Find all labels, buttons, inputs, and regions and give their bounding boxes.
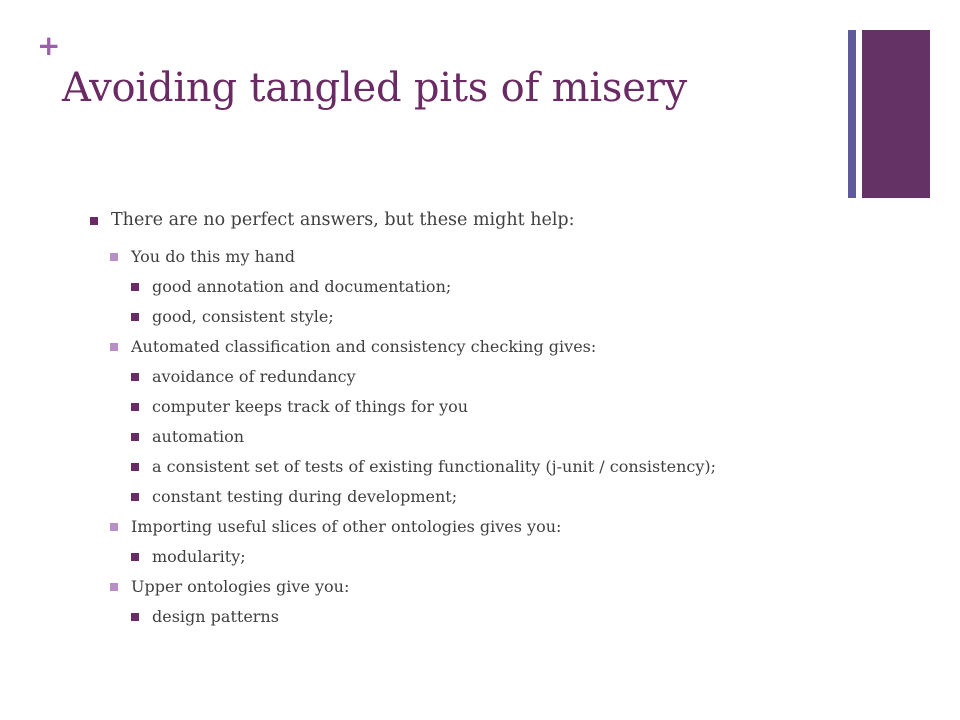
bullet-text: modularity; [152, 547, 246, 566]
square-bullet-icon [131, 463, 139, 471]
bullet-list [90, 208, 810, 636]
bullet-text: computer keeps track of things for you [152, 397, 469, 416]
bullet-item [131, 396, 810, 418]
bullet-item [131, 306, 810, 328]
bullet-item [90, 208, 810, 232]
square-bullet-icon [90, 217, 98, 225]
bullet-text: Importing useful slices of other ontologies gives you: [131, 517, 562, 536]
bullet-item [131, 486, 810, 508]
bullet-text: Upper ontologies give you: [131, 577, 350, 596]
bullet-item [131, 366, 810, 388]
square-bullet-icon [131, 613, 139, 621]
accent-bar-thick [862, 30, 930, 198]
square-bullet-icon [131, 373, 139, 381]
bullet-text: a consistent set of tests of existing functionality (j-unit / consistency); [152, 457, 716, 476]
bullet-text: good annotation and documentation; [152, 277, 452, 296]
bullet-text: avoidance of redundancy [152, 367, 356, 386]
bullet-text: design patterns [152, 607, 279, 626]
bullet-text: automation [152, 427, 245, 446]
square-bullet-icon [110, 523, 118, 531]
bullet-item [131, 276, 810, 298]
square-bullet-icon [131, 433, 139, 441]
square-bullet-icon [131, 313, 139, 321]
bullet-text: There are no perfect answers, but these might help: [111, 210, 575, 230]
bullet-item [110, 246, 810, 268]
bullet-item [131, 546, 810, 568]
bullet-item [131, 606, 810, 628]
bullet-text: Automated classification and consistency checking gives: [131, 337, 597, 356]
bullet-item [131, 456, 810, 478]
bullet-item [110, 336, 810, 358]
bullet-item [110, 516, 810, 538]
bullet-text: good, consistent style; [152, 307, 334, 326]
bullet-text: You do this my hand [131, 247, 295, 266]
square-bullet-icon [110, 253, 118, 261]
slide-title: Avoiding tangled pits of misery [62, 65, 688, 111]
square-bullet-icon [131, 283, 139, 291]
square-bullet-icon [131, 493, 139, 501]
slide-marker-plus: + [37, 29, 61, 62]
square-bullet-icon [131, 403, 139, 411]
square-bullet-icon [110, 583, 118, 591]
square-bullet-icon [110, 343, 118, 351]
bullet-text: constant testing during development; [152, 487, 458, 506]
square-bullet-icon [131, 553, 139, 561]
accent-bar-thin [848, 30, 856, 198]
bullet-item [110, 576, 810, 598]
bullet-item [131, 426, 810, 448]
